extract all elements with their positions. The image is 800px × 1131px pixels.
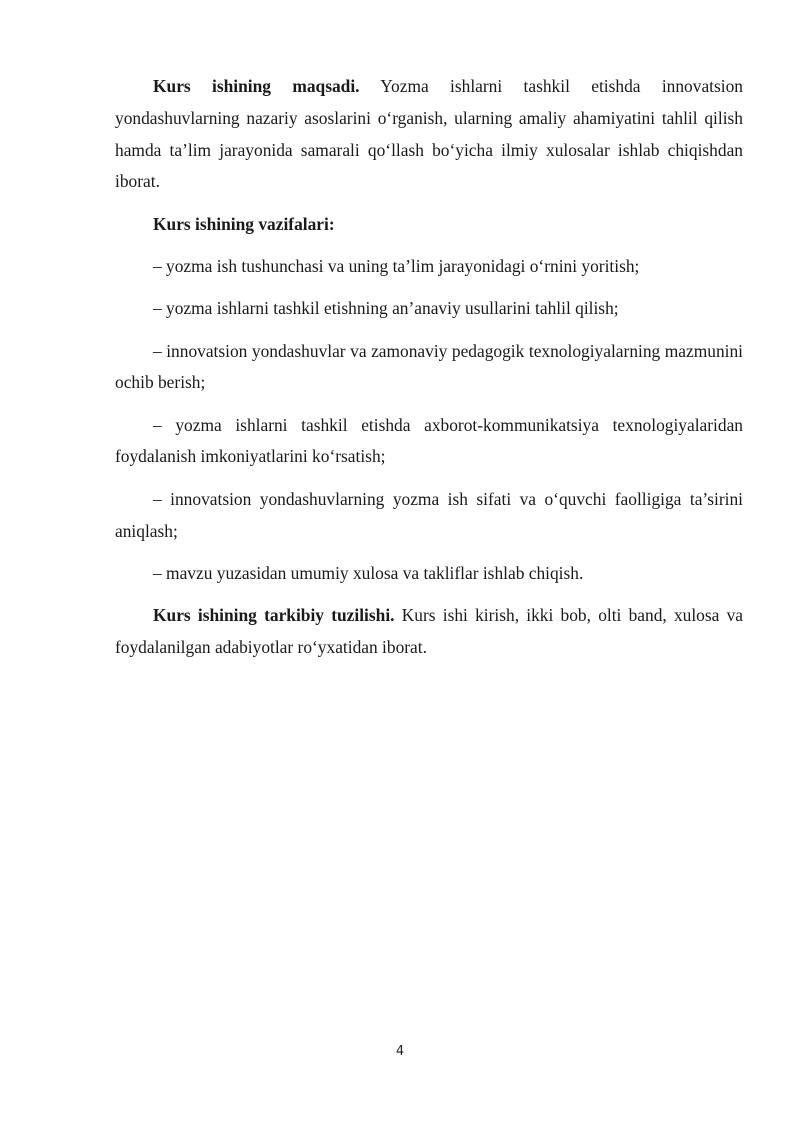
structure-text: Kurs ishi kirish, ikki bob, olti band, xulosa va foydalanilgan adabiyotlar ro‘yxatidan iborat. [115,605,743,657]
document-page [115,71,743,674]
purpose-text: Yozma ishlarni tashkil etishda innovatsion yondashuvlarning nazariy asoslarini o‘rganish, ularning amaliy ahamiyatini tahlil qilish hamda ta’lim jarayonida samarali qo‘llash bo‘yicha ilmiy xulosalar ishlab chiqishdan iborat. [115,76,743,192]
page-number: 4 [395,1044,405,1059]
structure-paragraph [115,600,743,664]
task-item-3: – innovatsion yondashuvlar va zamonaviy pedagogik texnologiyalarning mazmunini ochib berish; [115,340,743,393]
task-item-1: – yozma ish tushunchasi va uning ta’lim jarayonidagi o‘rnini yoritish; [153,255,640,276]
task-item-5: – innovatsion yondashuvlarning yozma ish sifati va o‘quvchi faolligiga ta’sirini aniqlash; [115,488,743,541]
task-item-6: – mavzu yuzasidan umumiy xulosa va takliflar ishlab chiqish. [153,562,584,583]
purpose-paragraph [115,71,743,198]
tasks-heading: Kurs ishining vazifalari: [153,213,335,234]
structure-heading: Kurs ishining tarkibiy tuzilishi. [153,605,395,626]
task-item-2: – yozma ishlarni tashkil etishning an’anaviy usullarini tahlil qilish; [153,298,619,319]
purpose-heading: Kurs ishining maqsadi. [153,76,360,96]
task-item-4: – yozma ishlarni tashkil etishda axborot-kommunikatsiya texnologiyalaridan foydalanish imkoniyatlarini ko‘rsatish; [115,414,743,467]
